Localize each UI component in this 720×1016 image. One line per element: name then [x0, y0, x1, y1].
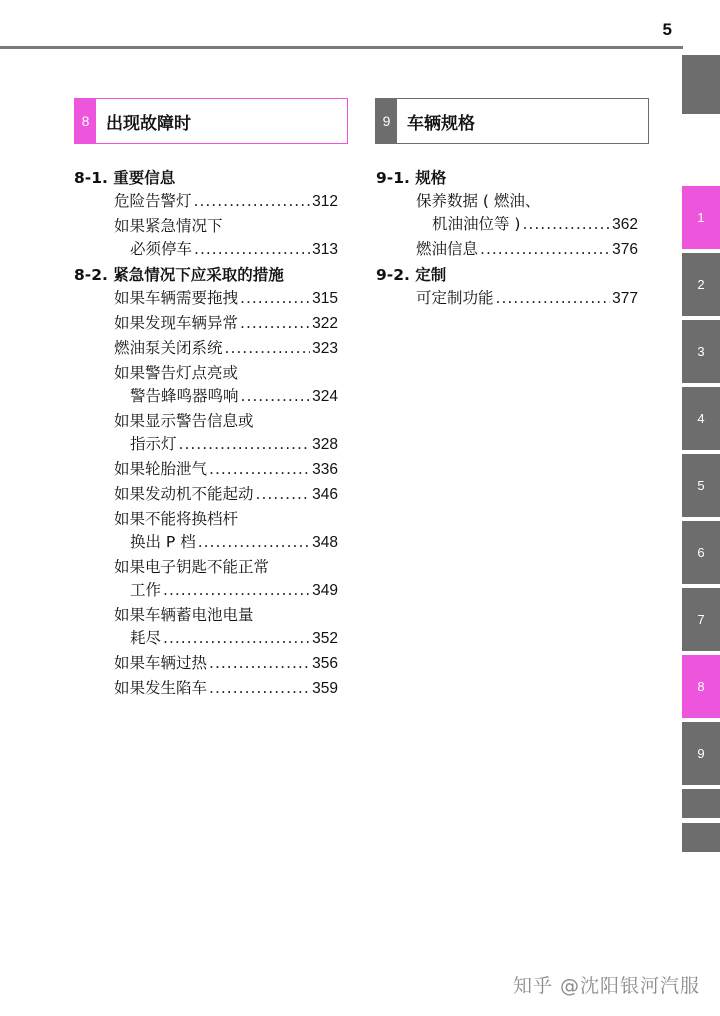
toc-entry-row — [114, 190, 338, 213]
chapter-tab-5[interactable]: 5 — [682, 454, 720, 517]
toc-entry-row — [114, 433, 338, 456]
chapter-tab-blank[interactable] — [682, 55, 720, 114]
toc-entry-text: 如果发动机不能起动 — [114, 485, 254, 503]
toc-entry[interactable] — [74, 677, 338, 700]
subsection-heading: 8-1. 重要信息 — [74, 169, 176, 187]
toc-entry-row — [416, 287, 638, 310]
dot-leader — [194, 190, 311, 213]
section-9-title: 车辆规格 — [407, 113, 475, 134]
dot-leader — [209, 652, 310, 675]
toc-entry[interactable] — [74, 362, 338, 408]
toc-entry-text: 如果车辆过热 — [114, 654, 208, 672]
dot-leader — [241, 385, 311, 408]
chapter-tab-6[interactable]: 6 — [682, 521, 720, 584]
chapter-tab-blank[interactable] — [682, 823, 720, 852]
chapter-tab-4[interactable]: 4 — [682, 387, 720, 450]
toc-entry[interactable] — [74, 556, 338, 602]
dot-leader — [194, 238, 310, 261]
toc-entry-text: 工作 — [130, 581, 162, 599]
toc-entry-text: 燃油泵关闭系统 — [114, 339, 223, 357]
toc-entry-text: 如果发现车辆异常 — [114, 314, 239, 332]
page-reference: 377 — [612, 290, 638, 307]
toc-entry-row — [416, 238, 638, 261]
page-reference: 336 — [312, 461, 338, 478]
toc-entry-text: 可定制功能 — [416, 289, 494, 307]
toc-entry-line: 如果紧急情况下 — [114, 217, 223, 235]
section-9-header — [375, 98, 649, 144]
toc-entry[interactable] — [74, 604, 338, 650]
toc-entry-line: 如果不能将换档杆 — [114, 510, 239, 528]
subsection-heading: 8-2. 紧急情况下应采取的措施 — [74, 266, 284, 284]
page-reference: 315 — [312, 290, 338, 307]
toc-entry[interactable] — [74, 652, 338, 675]
subsection-heading: 9-2. 定制 — [376, 266, 447, 284]
chapter-tab-8[interactable]: 8 — [682, 655, 720, 718]
toc-entry-text: 指示灯 — [130, 435, 177, 453]
toc-entry-row — [114, 385, 338, 408]
toc-entry-text: 耗尽 — [130, 629, 162, 647]
toc-entry-row — [114, 627, 338, 650]
toc-entry-text: 如果车辆需要拖拽 — [114, 289, 239, 307]
toc-entry-text: 危险告警灯 — [114, 192, 192, 210]
toc-entry-row — [416, 213, 638, 236]
page-reference: 376 — [612, 241, 638, 258]
toc-entry-text: 如果轮胎泄气 — [114, 460, 208, 478]
page-reference: 328 — [312, 436, 338, 453]
watermark: 知乎 @沈阳银河汽服 — [512, 975, 700, 997]
section-8-title: 出现故障时 — [106, 113, 191, 134]
page-reference: 352 — [312, 630, 338, 647]
dot-leader — [209, 458, 310, 481]
toc-entry[interactable] — [74, 458, 338, 481]
toc-entry-text: 警告蜂鸣器鸣响 — [130, 387, 239, 405]
page-reference: 313 — [312, 241, 338, 258]
toc-entry-row — [114, 579, 338, 602]
chapter-tab-1[interactable]: 1 — [682, 186, 720, 249]
chapter-tab-3[interactable]: 3 — [682, 320, 720, 383]
page-reference: 322 — [312, 315, 338, 332]
toc-entry-row — [114, 238, 338, 261]
toc-entry-row — [114, 652, 338, 675]
page-reference: 323 — [312, 340, 338, 357]
chapter-tab-blank[interactable] — [682, 789, 720, 818]
dot-leader — [240, 287, 310, 310]
page-reference: 348 — [312, 534, 338, 551]
toc-entry[interactable] — [74, 287, 338, 310]
dot-leader — [179, 433, 311, 456]
toc-entry[interactable] — [74, 312, 338, 335]
toc-entry-row — [114, 287, 338, 310]
toc-entry[interactable] — [74, 190, 338, 213]
toc-entry-text: 换出 P 档 — [130, 533, 196, 551]
page-reference: 312 — [312, 193, 338, 210]
toc-entry-line: 如果警告灯点亮或 — [114, 364, 239, 382]
toc-entry[interactable] — [74, 410, 338, 456]
chapter-tab-9[interactable]: 9 — [682, 722, 720, 785]
toc-entry[interactable] — [376, 190, 638, 236]
toc-entry-row — [114, 531, 338, 554]
page-reference: 362 — [612, 216, 638, 233]
toc-entry[interactable] — [74, 215, 338, 261]
page-reference: 346 — [312, 486, 338, 503]
dot-leader — [496, 287, 611, 310]
toc-entry-row — [114, 312, 338, 335]
toc-entry-line: 如果电子钥匙不能正常 — [114, 558, 270, 576]
toc-entry[interactable] — [376, 287, 638, 310]
chapter-tab-7[interactable]: 7 — [682, 588, 720, 651]
dot-leader — [240, 312, 310, 335]
toc-entry[interactable] — [376, 238, 638, 261]
dot-leader — [522, 213, 610, 236]
page-reference: 324 — [312, 388, 338, 405]
dot-leader — [225, 337, 311, 360]
toc-entry-row — [114, 337, 338, 360]
dot-leader — [163, 579, 310, 602]
section-8-toc — [74, 164, 338, 702]
toc-entry-text: 机油油位等 ) — [432, 215, 521, 233]
dot-leader — [480, 238, 610, 261]
dot-leader — [256, 483, 311, 506]
section-9-toc — [376, 164, 638, 312]
chapter-tab-2[interactable]: 2 — [682, 253, 720, 316]
section-9-number: 9 — [376, 99, 397, 143]
toc-entry-line: 如果车辆蓄电池电量 — [114, 606, 254, 624]
toc-entry-text: 如果发生陷车 — [114, 679, 208, 697]
toc-entry[interactable] — [74, 337, 338, 360]
subsection-heading: 9-1. 规格 — [376, 169, 447, 187]
section-8-number: 8 — [75, 99, 96, 143]
page-reference: 359 — [312, 680, 338, 697]
page-reference: 356 — [312, 655, 338, 672]
section-8-header — [74, 98, 348, 144]
toc-entry[interactable] — [74, 483, 338, 506]
toc-entry-line: 如果显示警告信息或 — [114, 412, 254, 430]
header-rule — [0, 46, 683, 49]
dot-leader — [209, 677, 310, 700]
page-reference: 349 — [312, 582, 338, 599]
toc-entry-text: 必须停车 — [130, 240, 193, 258]
dot-leader — [163, 627, 310, 650]
dot-leader — [198, 531, 310, 554]
chapter-side-tabs — [682, 0, 720, 1016]
toc-entry-row — [114, 458, 338, 481]
page-number: 5 — [662, 20, 672, 39]
toc-entry-line: 保养数据 ( 燃油、 — [416, 192, 541, 210]
toc-entry-row — [114, 677, 338, 700]
toc-entry-row — [114, 483, 338, 506]
toc-entry-text: 燃油信息 — [416, 240, 479, 258]
toc-entry[interactable] — [74, 508, 338, 554]
